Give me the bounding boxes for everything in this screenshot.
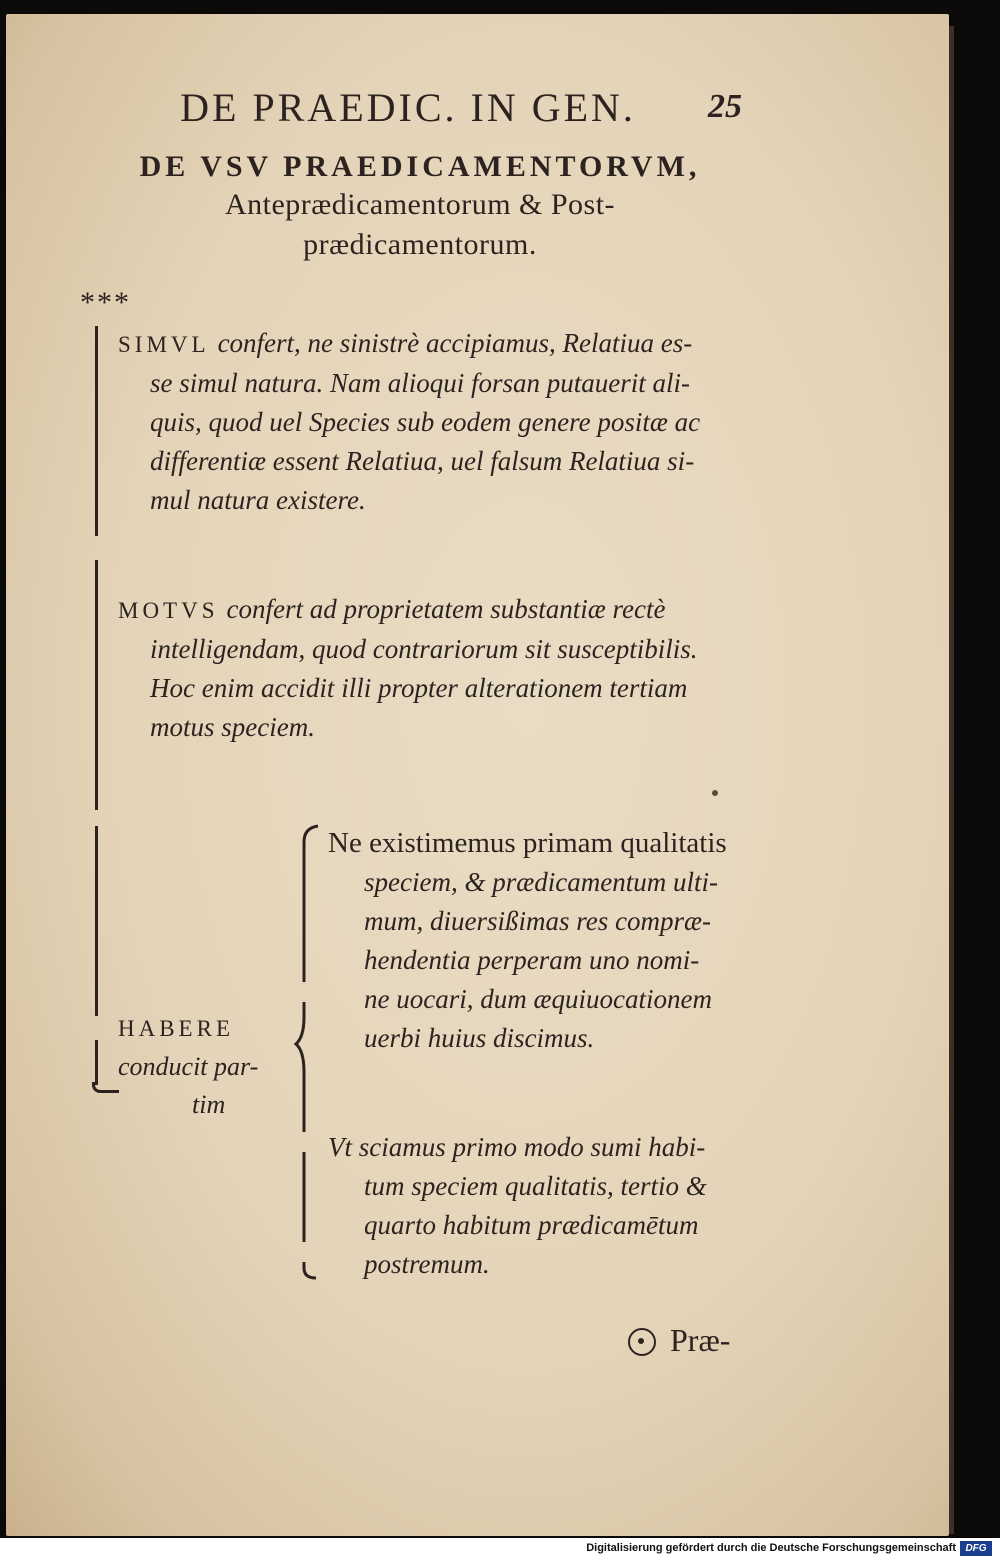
dfg-logo-icon: DFG — [960, 1541, 992, 1556]
entry-text: mul natura existere. — [150, 485, 366, 515]
catchword-text: Præ- — [670, 1322, 731, 1358]
page-number: 25 — [708, 88, 742, 125]
subentry-first — [328, 824, 768, 1058]
subentry-text: ne uocari, dum æquiuocationem — [364, 984, 712, 1014]
entry-text: quis, quod uel Species sub eodem genere positæ ac — [150, 407, 701, 437]
entry-simul — [118, 324, 758, 520]
footer-bar — [0, 1538, 1000, 1560]
left-bracket-segment — [95, 326, 98, 536]
subentry-text: postremum. — [364, 1249, 490, 1279]
entry-text: Hoc enim accidit illi propter alterationem tertiam — [150, 673, 688, 703]
subentry-text: Vt sciamus primo modo sumi habi- — [328, 1132, 706, 1162]
subentry-text: Ne existimemus primam qualitatis — [328, 827, 727, 859]
catchword — [628, 1322, 730, 1359]
subentry-text: speciem, & prædicamentum ulti- — [364, 867, 718, 897]
ink-speck — [712, 790, 718, 796]
circle-mark-icon — [628, 1328, 656, 1356]
subentry-text: mum, diuersißimas res compræ- — [364, 906, 711, 936]
entry-keyword: SIMVL — [118, 332, 210, 357]
running-head: DE PRAEDIC. IN GEN. — [180, 85, 636, 130]
curly-brace — [292, 822, 322, 1282]
entry-keyword: HABERE — [118, 1016, 234, 1041]
entry-text: differentiæ essent Relatiua, uel falsum Relatiua si- — [150, 446, 695, 476]
footer-credit: Digitalisierung gefördert durch die Deutsche Forschungsgemeinschaft — [586, 1542, 956, 1554]
title-line-1: DE VSV PRAEDICAMENTORVM, — [139, 150, 701, 183]
entry-text: conducit par- — [118, 1052, 259, 1081]
entry-text: confert, ne sinistrè accipiamus, Relatiua es- — [217, 328, 693, 358]
left-bracket-segment — [95, 560, 98, 810]
subentry-text: hendentia perperam uno nomi- — [364, 945, 700, 975]
entry-text: confert ad proprietatem substantiæ rectè — [226, 594, 666, 624]
title-line-3: prædicamentorum. — [303, 228, 537, 261]
page-edge — [949, 26, 954, 1534]
subentry-text: uerbi huius discimus. — [364, 1023, 595, 1053]
left-bracket-foot — [92, 1082, 119, 1093]
subentry-text: quarto habitum prædicamētum — [364, 1210, 699, 1240]
title-line-2: Anteprædicamentorum & Post- — [224, 188, 616, 221]
entry-text: tim — [192, 1090, 226, 1119]
entry-text: intelligendam, quod contrariorum sit susceptibilis. — [150, 634, 698, 664]
subentry-second — [328, 1128, 768, 1284]
left-bracket-segment — [95, 826, 98, 1016]
entry-text: motus speciem. — [150, 712, 315, 742]
entry-keyword: MOTVS — [118, 598, 219, 623]
entry-text: se simul natura. Nam alioqui forsan putauerit ali- — [150, 368, 691, 398]
entry-habere — [118, 1010, 288, 1124]
asterisks: *** — [80, 286, 131, 319]
subentry-text: tum speciem qualitatis, tertio & — [364, 1171, 707, 1201]
left-bracket-segment — [95, 1040, 98, 1085]
entry-motus — [118, 590, 758, 747]
